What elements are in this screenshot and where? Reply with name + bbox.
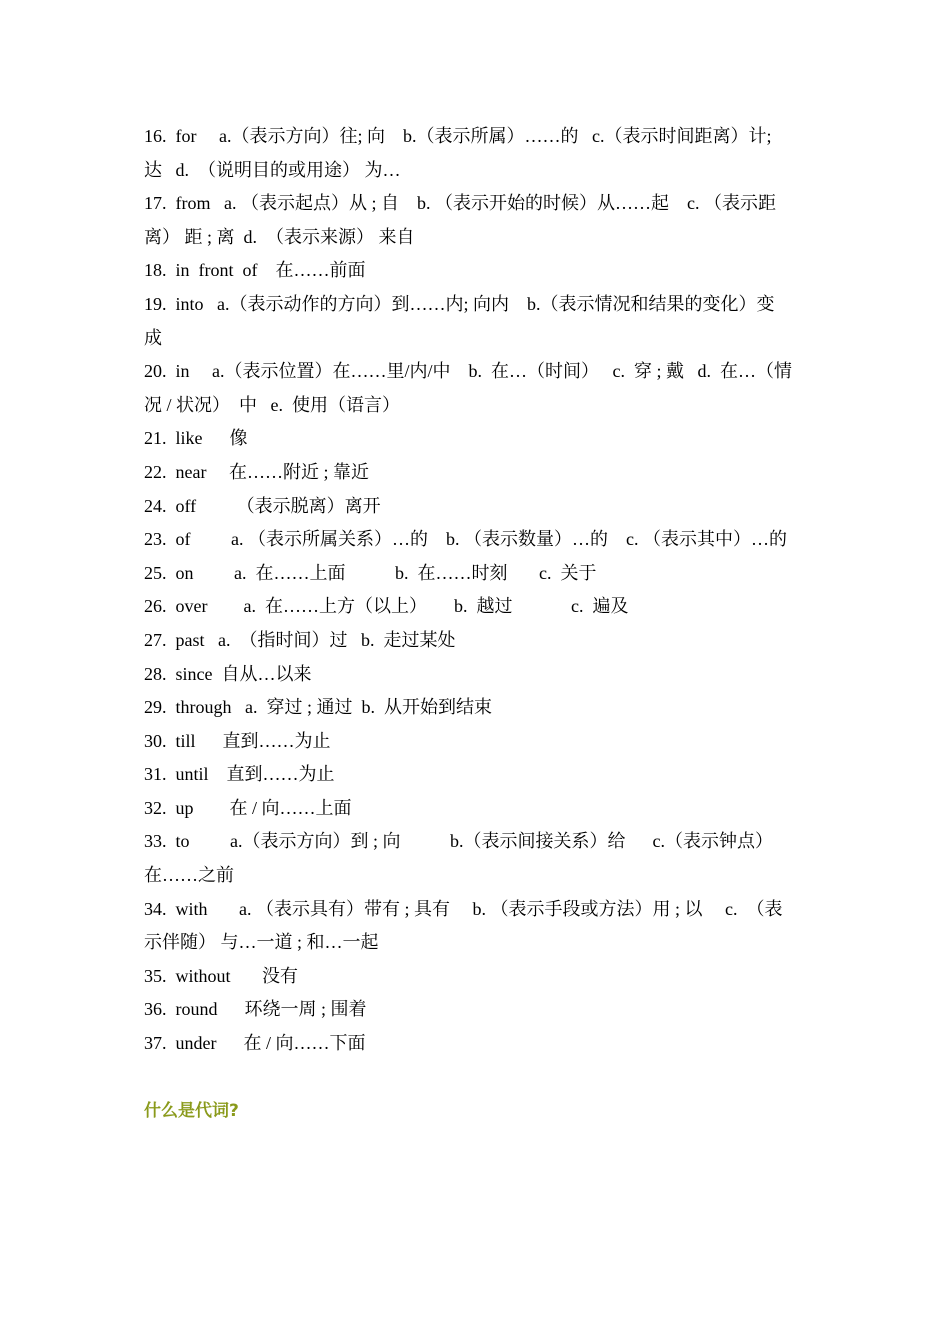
list-line: 16. for a.（表示方向）往; 向 b.（表示所属）……的 c.（表示时间距离）计; [144, 126, 772, 146]
section-heading: 什么是代词? [144, 1101, 239, 1121]
list-line: 在……之前 [144, 865, 234, 886]
list-line: 17. from a. （表示起点）从 ; 自 b. （表示开始的时候）从……起 c. （表示距 [144, 193, 776, 214]
list-line: 28. since 自从…以来 [144, 663, 312, 684]
list-line: 34. with a. （表示具有）带有 ; 具有 b. （表示手段或方法）用 ; 以 c. （表 [144, 898, 783, 919]
list-line: 23. of a. （表示所属关系）…的 b. （表示数量）…的 c. （表示其中）…的 [144, 529, 787, 550]
list-line: 32. up 在 / 向……上面 [144, 797, 352, 818]
list-line: 21. like 像 [144, 428, 248, 449]
list-line: 成 [144, 327, 162, 348]
list-line: 达 d. （说明目的或用途） 为… [144, 159, 401, 180]
preposition-list [144, 120, 816, 1061]
list-line: 30. till 直到……为止 [144, 730, 331, 751]
list-line: 18. in front of 在……前面 [144, 260, 366, 281]
list-line: 19. into a.（表示动作的方向）到……内; 向内 b.（表示情况和结果的变化）变 [144, 293, 775, 314]
list-line: 离） 距 ; 离 d. （表示来源） 来自 [144, 226, 415, 247]
list-line: 35. without 没有 [144, 965, 299, 986]
list-line: 26. over a. 在……上方（以上） b. 越过 c. 遍及 [144, 596, 629, 617]
list-line: 22. near 在……附近 ; 靠近 [144, 461, 369, 482]
list-line: 29. through a. 穿过 ; 通过 b. 从开始到结束 [144, 697, 492, 718]
list-line: 37. under 在 / 向……下面 [144, 1033, 366, 1054]
list-line: 31. until 直到……为止 [144, 764, 335, 785]
list-line: 33. to a.（表示方向）到 ; 向 b.（表示间接关系）给 c.（表示钟点） [144, 831, 773, 852]
list-line: 36. round 环绕一周 ; 围着 [144, 999, 367, 1020]
list-line: 况 / 状况） 中 e. 使用（语言） [144, 394, 400, 415]
list-line: 25. on a. 在……上面 b. 在……时刻 c. 关于 [144, 562, 597, 583]
list-line: 20. in a.（表示位置）在……里/内/中 b. 在…（时间） c. 穿 ; 戴 d. 在…（情 [144, 361, 792, 382]
list-line: 示伴随） 与…一道 ; 和…一起 [144, 932, 379, 953]
list-line: 24. off （表示脱离）离开 [144, 495, 381, 516]
list-line: 27. past a. （指时间）过 b. 走过某处 [144, 629, 456, 650]
